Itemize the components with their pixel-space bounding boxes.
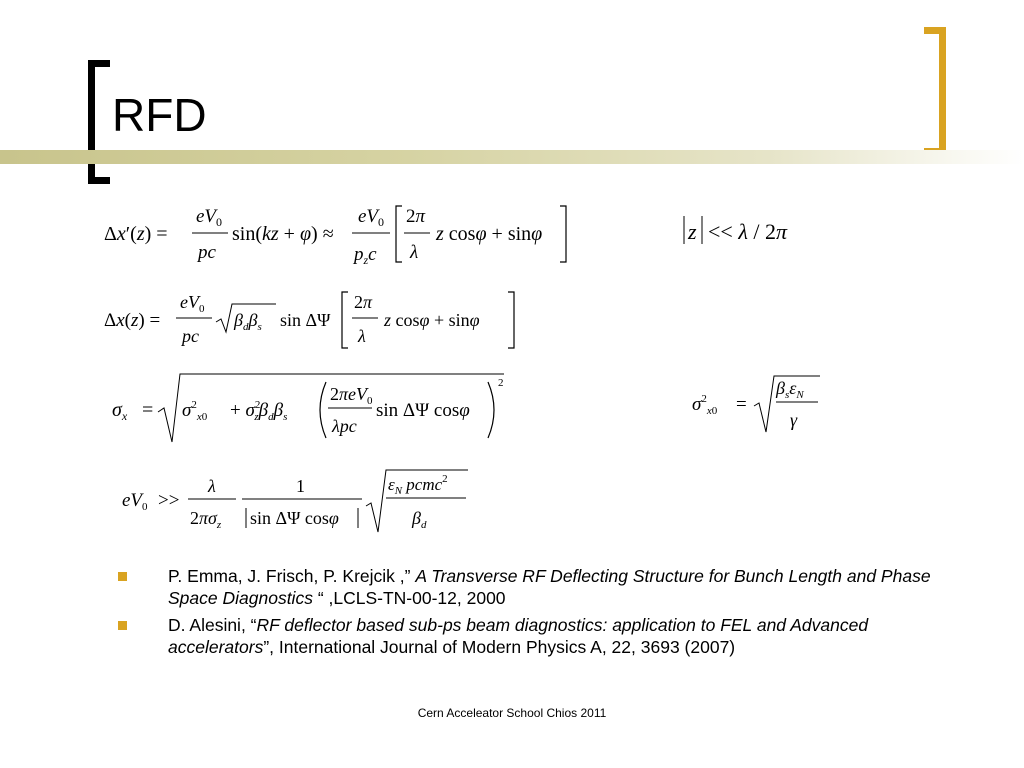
svg-text:eV0: $eV_0$ (180, 292, 205, 315)
svg-text:λ: λ (410, 242, 419, 263)
svg-text:sin ΔΨ cosφ: sin ΔΨ cosφ (250, 508, 339, 528)
reference-title: RF deflector based sub-ps beam diagnostics: application to FEL and Advanced accelerators (168, 615, 869, 657)
svg-text:γ: γ (790, 410, 798, 430)
svg-text:2π: 2π (354, 292, 373, 312)
equation-sigma-x (108, 370, 518, 450)
svg-text:2: 2 (498, 377, 504, 389)
title-bracket-left (88, 60, 110, 184)
svg-text:sin ΔΨ: sin ΔΨ (280, 310, 331, 330)
svg-text:z cosφ + sinφ: z cosφ + sinφ (436, 223, 543, 245)
title-bracket-right (924, 27, 946, 155)
svg-text:=: = (736, 394, 747, 415)
svg-text:Δx(z) =: Δx(z) = (104, 310, 161, 331)
svg-text:<< λ / 2π: << λ / 2π (708, 219, 788, 244)
svg-text:eV0: $eV_0$ (196, 206, 223, 229)
svg-text:eV0: $eV_0$ (122, 490, 148, 513)
slide-footer: Cern Acceleator School Chios 2011 (417, 706, 607, 720)
svg-text:βd: $\beta_d$ (412, 508, 427, 531)
reference-suffix: “ ,LCLS-TN-00-12, 2000 (312, 587, 506, 608)
bullet-square-icon (118, 572, 127, 581)
reference-suffix: ”, International Journal of Modern Physics A, 22, 3693 (2007) (263, 636, 736, 657)
svg-text:pc: pc (182, 326, 199, 346)
svg-text:2πσz: $2\pi\sigma_z$ (190, 508, 222, 531)
svg-text:σ2x0: $\sigma^2_x0$ (182, 399, 208, 423)
svg-text:z cosφ + sinφ: z cosφ + sinφ (384, 310, 480, 330)
reference-prefix: D. Alesini, “ (168, 615, 257, 635)
equation-eV0-condition (118, 466, 478, 536)
svg-text:εN pcmc2: $\varepsilon_N$ pcmc$^2$ (388, 473, 448, 497)
equation-delta-x (100, 286, 530, 356)
equation-sigma-x0 (690, 372, 830, 438)
svg-text:λ: λ (208, 476, 216, 496)
equation-delta-x-prime (100, 198, 580, 270)
reference-title: A Transverse RF Deflecting Structure for Bunch Length and Phase Space Diagnostics (168, 566, 931, 608)
svg-text:sin ΔΨ cosφ: sin ΔΨ cosφ (376, 400, 470, 421)
reference-item (118, 615, 958, 658)
svg-text:>>: >> (158, 490, 180, 511)
svg-text:=: = (142, 399, 154, 421)
slide-title: RFD (112, 89, 207, 141)
svg-text:βsεN: $\beta_s\varepsilon_N$ (776, 378, 804, 401)
svg-text:sin(kz + φ) ≈: sin(kz + φ) ≈ (232, 223, 334, 245)
svg-text:pc: pc (198, 242, 216, 263)
svg-text:λ: λ (358, 326, 366, 346)
reference-item (118, 566, 958, 609)
svg-text:2π: 2π (406, 206, 426, 227)
equation-condition (680, 212, 830, 252)
svg-text:+ σ2zβdβs: + $\sigma^2$ $z\beta_d\beta_s$ (230, 399, 288, 423)
svg-text:eV0: $eV_0$ (358, 206, 385, 229)
svg-text:Δx′(z) =: Δx′(z) = (104, 223, 168, 245)
svg-text:λpc: λpc (332, 416, 357, 436)
svg-text:σx: $\sigma_x$ (112, 399, 128, 423)
svg-text:z: z (688, 219, 697, 244)
bullet-square-icon (118, 621, 127, 630)
svg-text:βdβs: $\beta_d\beta_s$ (234, 310, 262, 333)
svg-text:2πeV0: 2πeV$_0$ (330, 384, 373, 407)
title-underline-bar (0, 150, 1024, 164)
references-list (118, 566, 958, 664)
svg-text:σ2x0: $\sigma^2_x0$ (692, 393, 718, 417)
reference-prefix: P. Emma, J. Frisch, P. Krejcik ,” (168, 566, 416, 586)
svg-text:1: 1 (296, 476, 305, 496)
svg-text:pzc: $p_zc$ (354, 244, 377, 267)
